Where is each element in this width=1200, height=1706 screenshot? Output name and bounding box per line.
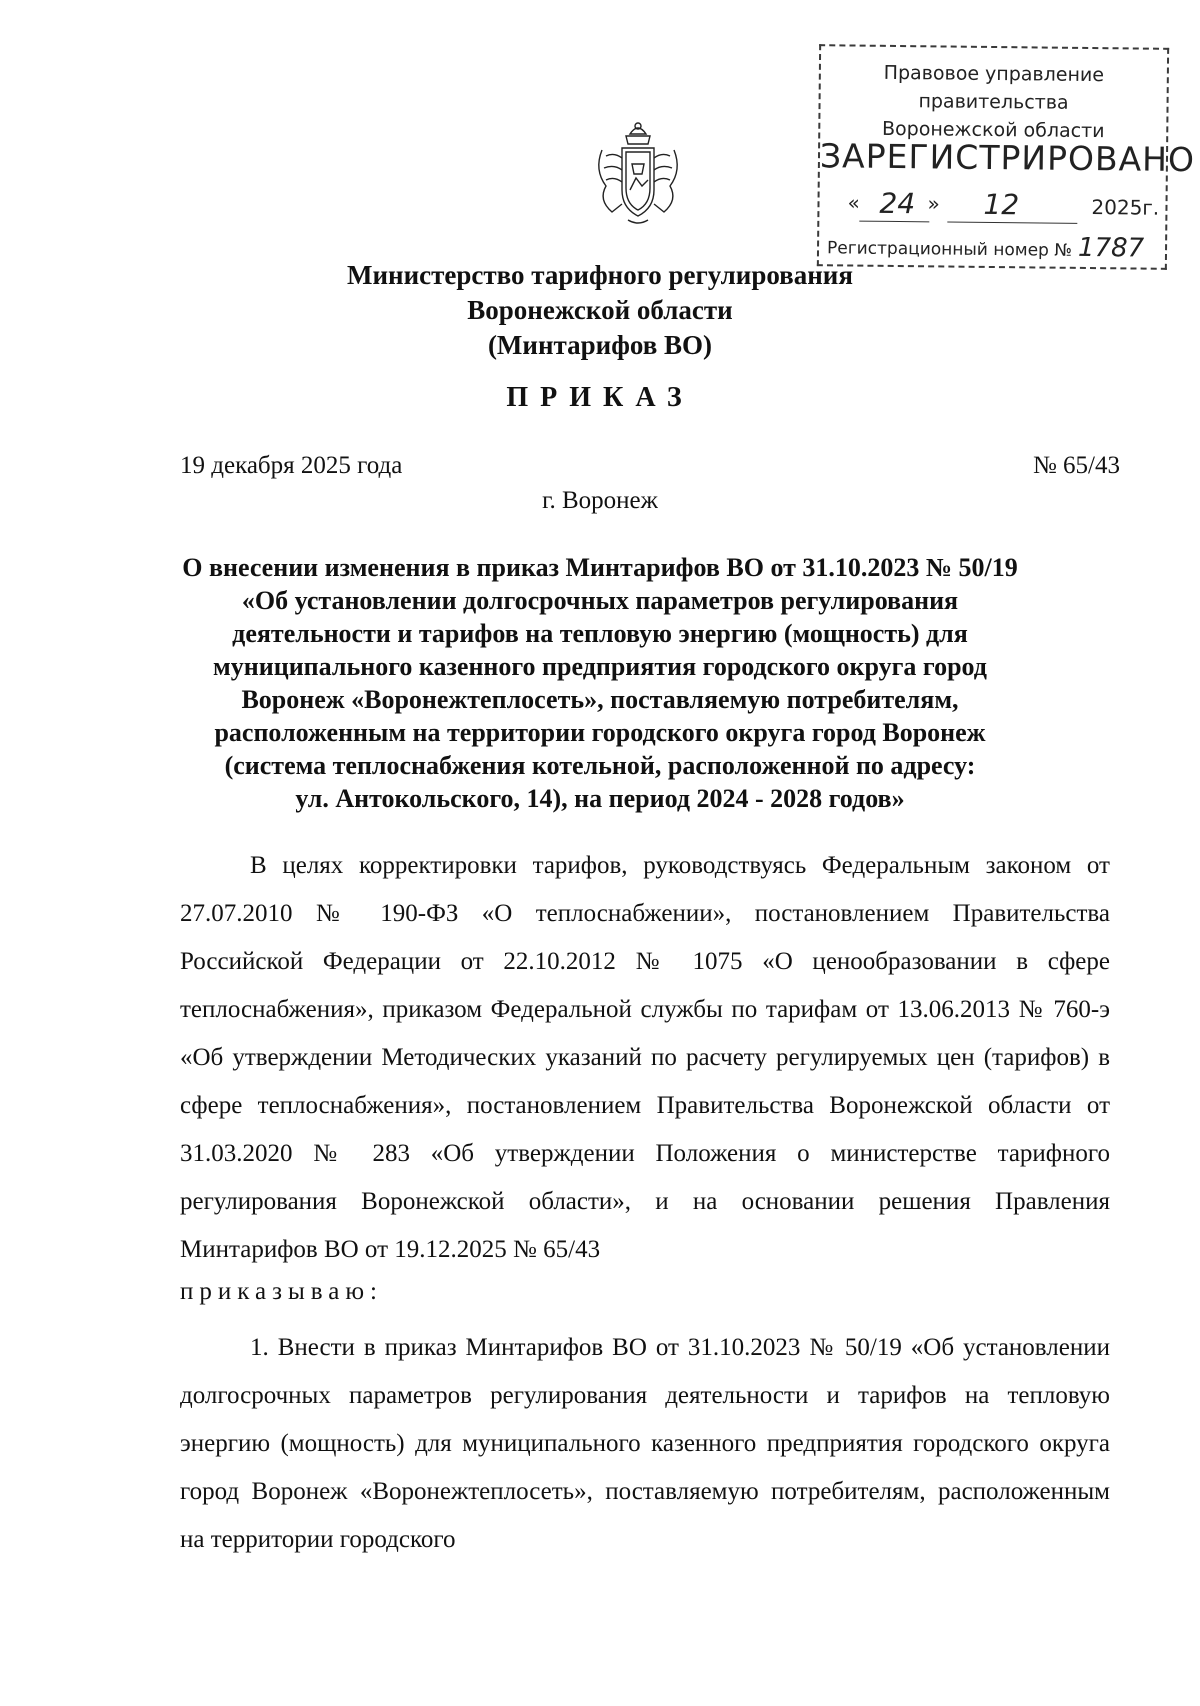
- registration-stamp: [817, 44, 1196, 270]
- prikazyvayu-label: приказываю:: [180, 1278, 383, 1305]
- stamp-org-line1: Правовое управление правительства: [883, 61, 1105, 114]
- subject-line8: ул. Антокольского, 14), на период 2024 - 2028 годов»: [295, 784, 905, 813]
- document-type: ПРИКАЗ: [506, 382, 694, 413]
- coat-of-arms-icon: [592, 120, 684, 230]
- subject-line7: (система теплоснабжения котельной, расположенной по адресу:: [224, 751, 976, 780]
- ministry-line2: Воронежской области: [467, 295, 733, 325]
- subject-line1: О внесении изменения в приказ Минтарифов ВО от 31.10.2023 № 50/19: [182, 553, 1018, 582]
- document-subject: [150, 551, 1050, 815]
- document-number: № 65/43: [1032, 452, 1120, 479]
- ministry-header: [150, 258, 1050, 363]
- subject-line3: деятельности и тарифов на тепловую энергию (мощность) для: [232, 619, 968, 648]
- document-date: 19 декабря 2025 года: [180, 452, 403, 479]
- ministry-line3: (Минтарифов ВО): [487, 330, 713, 360]
- stamp-year: 2025г.: [1091, 195, 1160, 220]
- subject-line6: расположенным на территории городского округа город Воронеж: [214, 718, 986, 747]
- body-paragraph-2: 1. Внести в приказ Минтарифов ВО от 31.10.2023 № 50/19 «Об установлении долгосрочных параметров регулирования деятельности и тарифов на тепловую энергию (мощность) для муниципального казенного предприятия городского округа город Воронеж «Воронежтеплосеть», поставляемую потребителям, расположенным на территории городского: [180, 1334, 1110, 1553]
- stamp-day: 24: [879, 186, 916, 221]
- stamp-organization: [828, 58, 1159, 145]
- stamp-reg-number: 1787: [1077, 232, 1145, 264]
- subject-line2: «Об установлении долгосрочных параметров регулирования: [241, 586, 959, 615]
- stamp-org-line2: Воронежской области: [881, 117, 1105, 143]
- stamp-reg-label: Регистрационный номер №: [826, 238, 1073, 261]
- body-paragraph-1: В целях корректировки тарифов, руководствуясь Федеральным законом от 27.07.2010 № 190-ФЗ «О теплоснабжении», постановлением Правительства Российской Федерации от 22.10.2012 № 1075 «О ценообразовании в сфере теплоснабжения», приказом Федеральной службы по тарифам от 13.06.2013 № 760-э «Об утверждении Методических указаний по расчету регулируемых цен (тарифов) в сфере теплоснабжения», постановлением Правительства Воронежской области от 31.03.2020 № 283 «Об утверждении Положения о министерстве тарифного регулирования Воронежской области», и на основании решения Правления Минтарифов ВО от 19.12.2025 № 65/43: [180, 852, 1110, 1263]
- subject-line5: Воронеж «Воронежтеплосеть», поставляемую потребителям,: [241, 685, 959, 714]
- document-city: г. Воронеж: [542, 487, 658, 514]
- stamp-month: 12: [983, 187, 1020, 222]
- stamp-title: ЗАРЕГИСТРИРОВАНО: [819, 136, 1196, 180]
- ministry-line1: Министерство тарифного регулирования: [347, 260, 853, 290]
- subject-line4: муниципального казенного предприятия городского округа город: [213, 652, 987, 681]
- stamp-date: « 24 » 12 2025г.: [859, 187, 1155, 230]
